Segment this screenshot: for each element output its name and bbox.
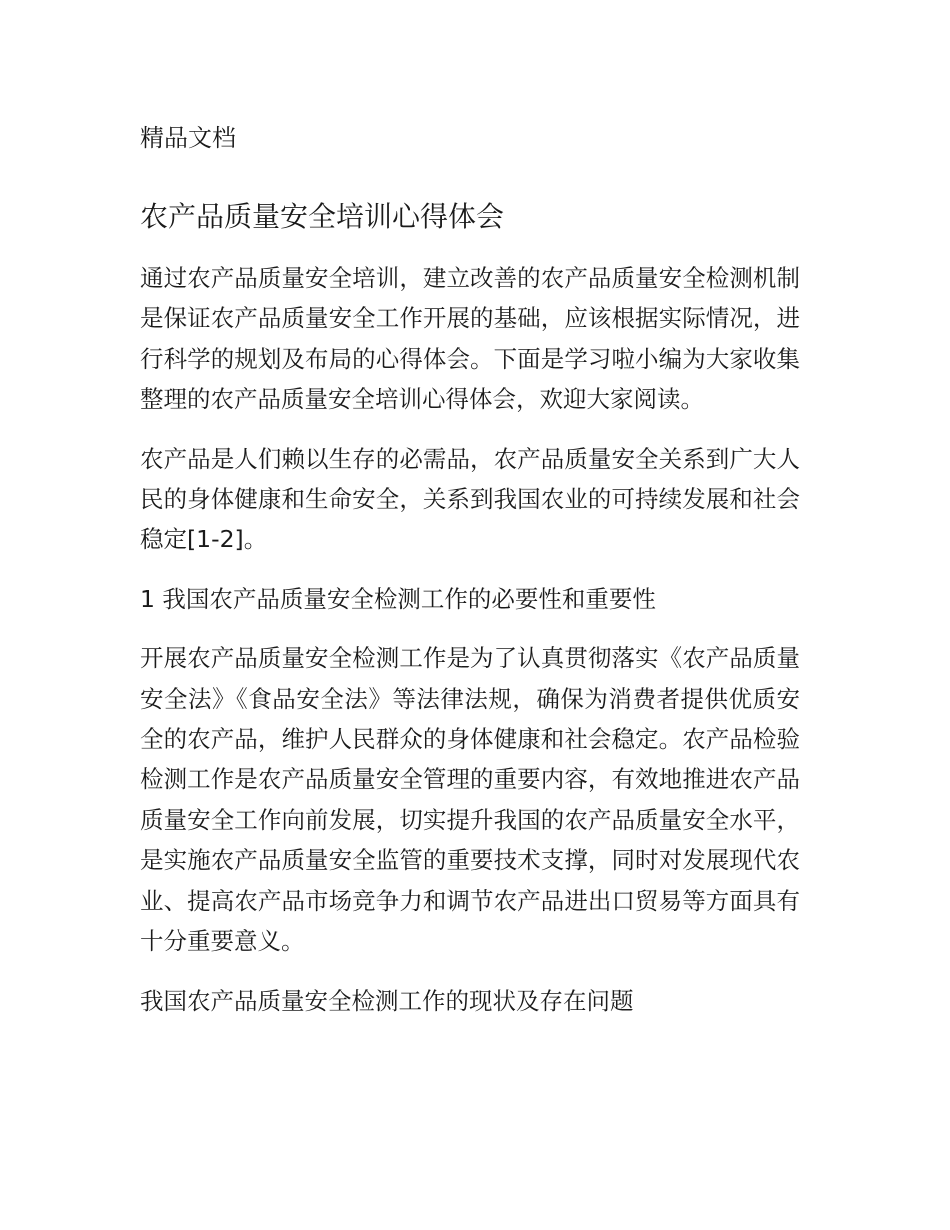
paragraph-background: 农产品是人们赖以生存的必需品，农产品质量安全关系到广大人民的身体健康和生命安全，关系到我国农业的可持续发展和社会稳定[1-2]。: [140, 444, 800, 554]
section-heading-1: 1 我国农产品质量安全检测工作的必要性和重要性: [140, 584, 656, 613]
section-heading-2: 我国农产品质量安全检测工作的现状及存在问题: [140, 986, 634, 1015]
document-title: 农产品质量安全培训心得体会: [140, 200, 505, 233]
paragraph-intro: 通过农产品质量安全培训，建立改善的农产品质量安全检测机制是保证农产品质量安全工作开展的基础，应该根据实际情况，进行科学的规划及布局的心得体会。下面是学习啦小编为大家收集整理的农产品质量安全培训心得体会，欢迎大家阅读。: [140, 264, 800, 414]
document-body: [140, 258, 800, 1040]
document-header: 精品文档: [140, 124, 236, 152]
paragraph-importance: 开展农产品质量安全检测工作是为了认真贯彻落实《农产品质量安全法》《食品安全法》等法律法规，确保为消费者提供优质安全的农产品，维护人民群众的身体健康和社会稳定。农产品检验检测工作是农产品质量安全管理的重要内容，有效地推进农产品质量安全工作向前发展，切实提升我国的农产品质量安全水平，是实施农产品质量安全监管的重要技术支撑，同时对发展现代农业、提高农产品市场竞争力和调节农产品进出口贸易等方面具有十分重要意义。: [140, 644, 800, 956]
